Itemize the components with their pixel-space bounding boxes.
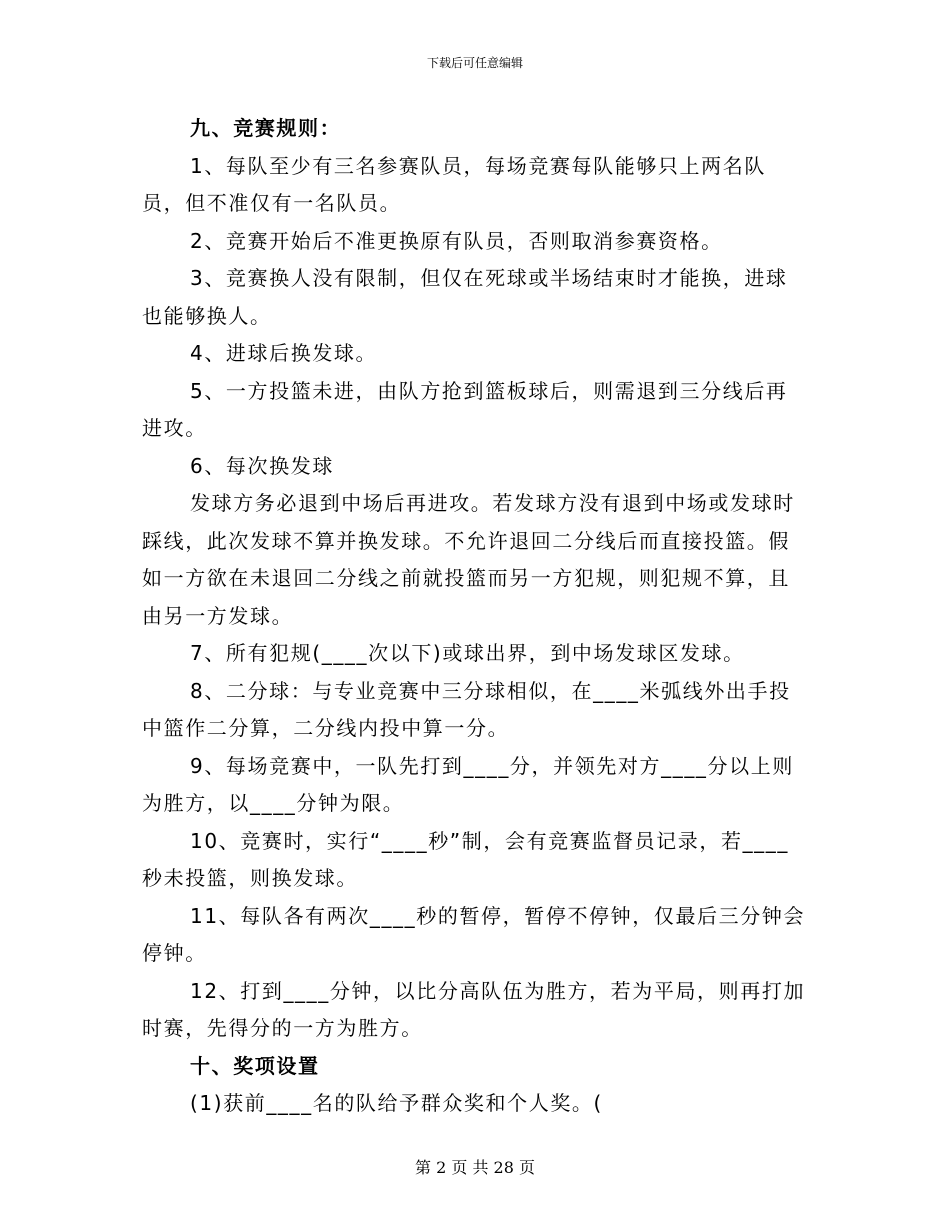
rule-item-5: 5、一方投篮未进，由队方抢到篮板球后，则需退到三分线后再进攻。 <box>142 378 788 440</box>
rule-item-10: 10、竞赛时，实行“____秒”制，会有竞赛监督员记录，若____秒未投篮，则换发球。 <box>142 828 789 890</box>
rule-item-7: 7、所有犯规(____次以下)或球出界，到中场发球区发球。 <box>190 641 745 665</box>
rule-item-11: 11、每队各有两次____秒的暂停，暂停不停钟，仅最后三分钟会停钟。 <box>142 903 806 965</box>
document-body <box>142 110 808 1123</box>
rule-item-8: 8、二分球：与专业竞赛中三分球相似，在____米弧线外出手投中篮作二分算，二分线内投中算一分。 <box>142 678 791 740</box>
rule-item-2: 2、竞赛开始后不准更换原有队员，否则取消参赛资格。 <box>190 228 723 253</box>
award-item-1: (1)获前____名的队给予群众奖和个人奖。( <box>190 1091 603 1115</box>
rule-item-9: 9、每场竞赛中，一队先打到____分，并领先对方____分以上则为胜方，以____分钟为限。 <box>142 753 794 815</box>
section-heading-rules: 九、竞赛规则： <box>190 116 342 140</box>
rule-item-12: 12、打到____分钟，以比分高队伍为胜方，若为平局，则再打加时赛，先得分的一方为胜方。 <box>142 978 806 1040</box>
rule-item-1: 1、每队至少有三名参赛队员，每场竞赛每队能够只上两名队员，但不准仅有一名队员。 <box>142 153 766 215</box>
rule-item-4: 4、进球后换发球。 <box>190 341 378 365</box>
section-heading-awards: 十、奖项设置 <box>190 1053 320 1078</box>
rule-item-6-title: 6、每次换发球 <box>190 453 334 478</box>
page-header-note: 下载后可任意编辑 <box>426 56 523 70</box>
rule-item-3: 3、竞赛换人没有限制，但仅在死球或半场结束时才能换，进球也能够换人。 <box>142 266 788 328</box>
page-number-footer: 第 2 页 共 28 页 <box>415 1158 535 1177</box>
rule-item-6-body: 发球方务必退到中场后再进攻。若发球方没有退到中场或发球时踩线，此次发球不算并换发球。不允许退回二分线后而直接投篮。假如一方欲在未退回二分线之前就投篮而另一方犯规，则犯规不算，且由另一方发球。 <box>142 491 795 628</box>
